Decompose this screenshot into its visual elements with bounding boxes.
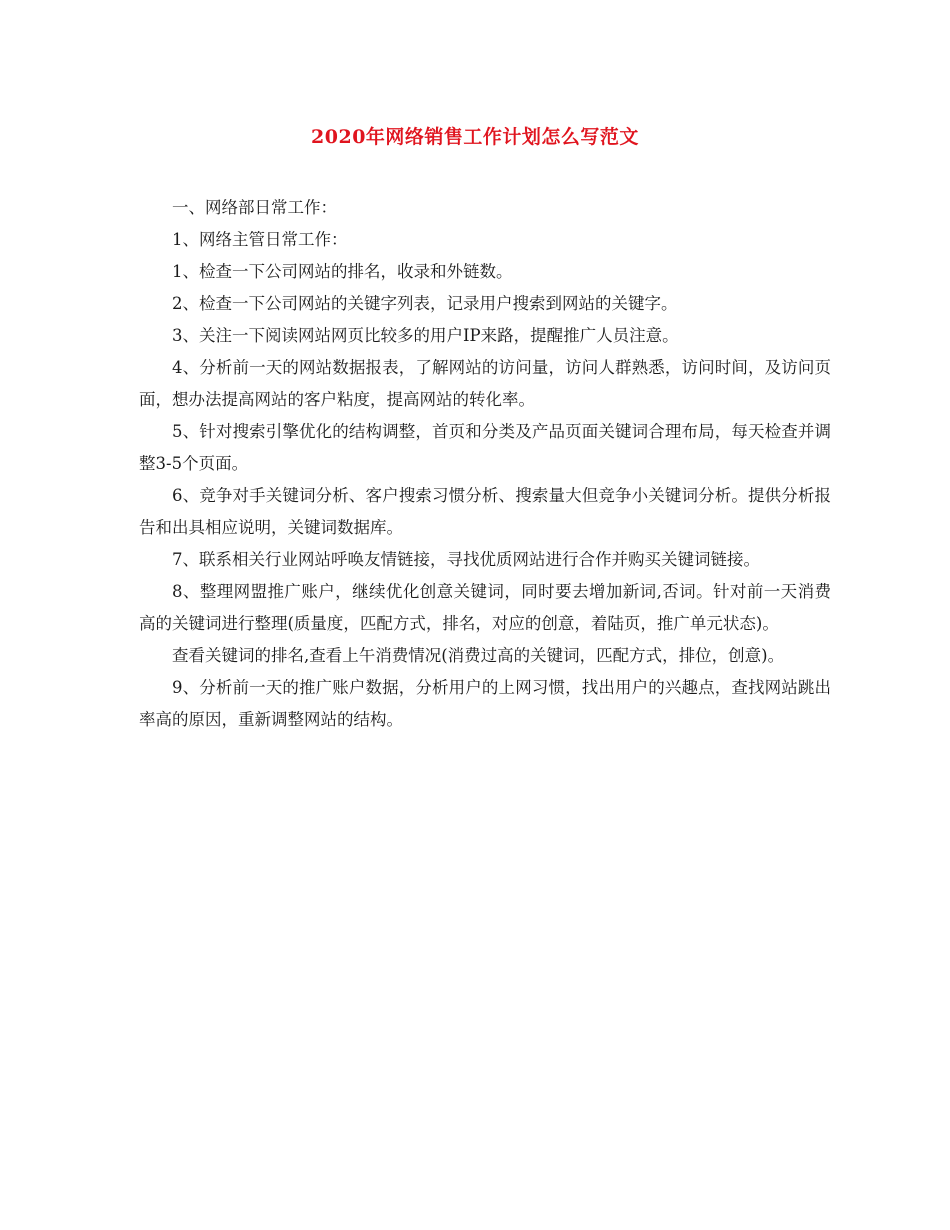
paragraph-item: 6、竞争对手关键词分析、客户搜索习惯分析、搜索量大但竞争小关键词分析。提供分析报告和出具相应说明，关键词数据库。 <box>139 486 831 537</box>
paragraph-item: 2、检查一下公司网站的关键字列表，记录用户搜索到网站的关键字。 <box>172 294 678 313</box>
paragraph-item: 5、针对搜索引擎优化的结构调整，首页和分类及产品页面关键词合理布局，每天检查并调整3-5个页面。 <box>139 422 831 473</box>
paragraph-section-heading: 一、网络部日常工作： <box>172 198 337 217</box>
paragraph-subsection-heading: 1、网络主管日常工作： <box>172 230 348 249</box>
paragraph-item: 查看关键词的排名,查看上午消费情况(消费过高的关键词，匹配方式，排位，创意)。 <box>172 646 785 665</box>
paragraph-item: 8、整理网盟推广账户，继续优化创意关键词，同时要去增加新词,否词。针对前一天消费高的关键词进行整理(质量度，匹配方式，排名，对应的创意，着陆页，推广单元状态)。 <box>139 582 831 633</box>
paragraph-item: 1、检查一下公司网站的排名，收录和外链数。 <box>172 262 513 281</box>
document-body <box>139 192 831 736</box>
paragraph-item: 4、分析前一天的网站数据报表，了解网站的访问量，访问人群熟悉，访问时间，及访问页面，想办法提高网站的客户粘度，提高网站的转化率。 <box>139 358 831 409</box>
paragraph-item: 9、分析前一天的推广账户数据，分析用户的上网习惯，找出用户的兴趣点，查找网站跳出率高的原因，重新调整网站的结构。 <box>139 678 831 729</box>
paragraph-item: 7、联系相关行业网站呼唤友情链接，寻找优质网站进行合作并购买关键词链接。 <box>172 550 760 569</box>
paragraph-item: 3、关注一下阅读网站网页比较多的用户IP来路，提醒推广人员注意。 <box>172 326 679 345</box>
document-title: 2020年网络销售工作计划怎么写范文 <box>311 126 639 148</box>
